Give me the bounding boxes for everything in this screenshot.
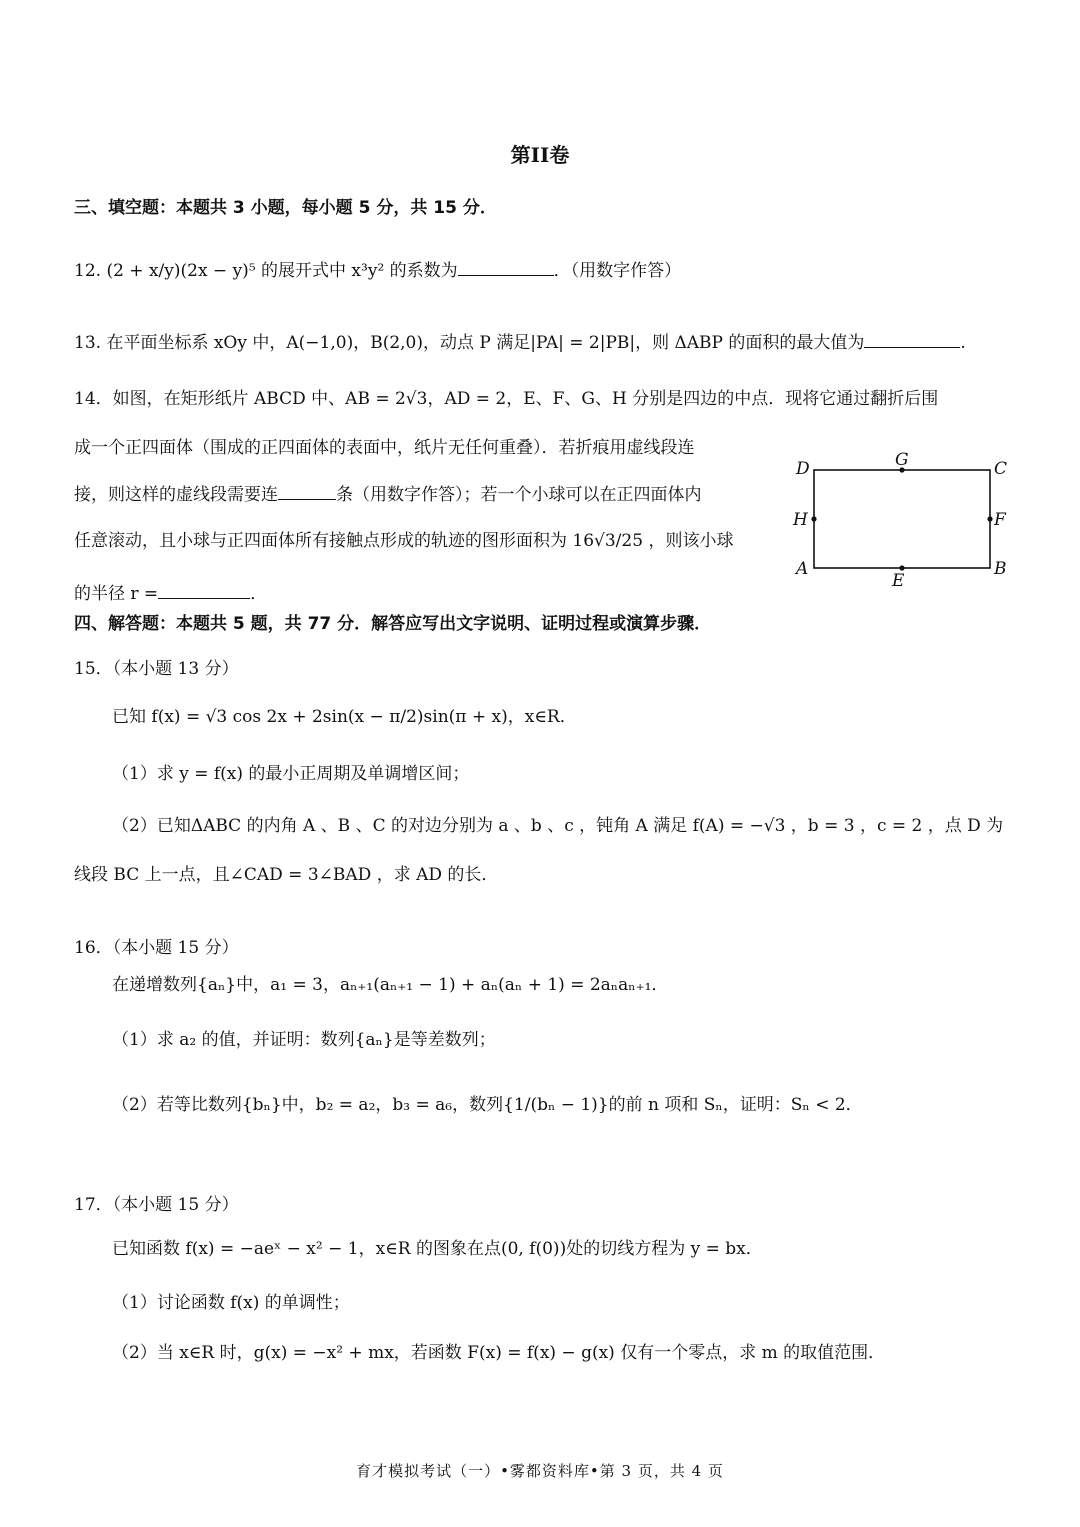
q12-note: ．（用数字作答） bbox=[553, 261, 682, 281]
q13-text: 13. 在平面坐标系 xOy 中，A(−1,0)，B(2,0)，动点 P 满足|PA| = 2|PB|，则 ΔABP 的面积的最大值为 bbox=[74, 333, 865, 353]
q16-heading: 16．（本小题 15 分） bbox=[74, 938, 239, 958]
page-title: 第II卷 bbox=[510, 143, 570, 167]
q17-part-2: （2）当 x∈R 时，g(x) = −x² + mx，若函数 F(x) = f(x) − g(x) 仅有一个零点，求 m 的取值范围． bbox=[112, 1343, 886, 1363]
rectangle-figure bbox=[786, 448, 1016, 596]
q16-part-1: （1）求 a₂ 的值，并证明：数列{aₙ}是等差数列； bbox=[112, 1030, 496, 1050]
question-12 bbox=[74, 258, 681, 281]
midpoint-h bbox=[811, 516, 816, 521]
q12-answer-blank bbox=[458, 258, 554, 276]
q15-part-2-cont: 线段 BC 上一点，且∠CAD = 3∠BAD ，求 AD 的长． bbox=[74, 865, 499, 885]
label-e: E bbox=[892, 571, 905, 591]
q15-stem: 已知 f(x) = √3 cos 2x + 2sin(x − π/2)sin(π + x)，x∈R． bbox=[112, 707, 577, 727]
q17-heading: 17．（本小题 15 分） bbox=[74, 1195, 239, 1215]
q14-line-1: 14．如图，在矩形纸片 ABCD 中、AB = 2√3，AD = 2，E、F、G、H 分别是四边的中点．现将它通过翻折后围 bbox=[74, 389, 939, 409]
label-g: G bbox=[895, 450, 909, 470]
section-fill-in-header: 三、填空题：本题共 3 小题，每小题 5 分，共 15 分． bbox=[74, 198, 497, 218]
q16-part-2: （2）若等比数列{bₙ}中，b₂ = a₂，b₃ = a₆，数列{1/(bₙ − 1)}的前 n 项和 Sₙ，证明：Sₙ < 2． bbox=[112, 1095, 863, 1115]
q16-stem: 在递增数列{aₙ}中，a₁ = 3，aₙ₊₁(aₙ₊₁ − 1) + aₙ(aₙ + 1) = 2aₙaₙ₊₁． bbox=[112, 975, 669, 995]
q14-line-2: 成一个正四面体（围成的正四面体的表面中，纸片无任何重叠）．若折痕用虚线段连 bbox=[74, 438, 695, 458]
q12-text: 12. (2 + x/y)(2x − y)⁵ 的展开式中 x³y² 的系数为 bbox=[74, 261, 458, 281]
page-footer: 育才模拟考试（一）•雾都资料库•第 3 页，共 4 页 bbox=[356, 1462, 724, 1480]
q14-line-5: 的半径 r = ． bbox=[74, 581, 267, 604]
midpoint-f bbox=[987, 516, 992, 521]
q15-part-1: （1）求 y = f(x) 的最小正周期及单调增区间； bbox=[112, 764, 470, 784]
q15-heading: 15．（本小题 13 分） bbox=[74, 659, 239, 679]
q14-line-4: 任意滚动，且小球与正四面体所有接触点形成的轨迹的图形面积为 16√3/25 ，则该小球 bbox=[74, 531, 734, 551]
label-f: F bbox=[994, 510, 1006, 530]
label-b: B bbox=[994, 559, 1007, 579]
label-d: D bbox=[796, 459, 810, 479]
rectangle-abcd bbox=[814, 470, 990, 568]
question-13: 13. 在平面坐标系 xOy 中，A(−1,0)，B(2,0)，动点 P 满足|PA| = 2|PB|，则 ΔABP 的面积的最大值为 . bbox=[74, 330, 966, 353]
label-a: A bbox=[796, 559, 809, 579]
q13-answer-blank bbox=[864, 330, 960, 348]
label-h: H bbox=[793, 510, 808, 530]
q17-part-1: （1）讨论函数 f(x) 的单调性； bbox=[112, 1293, 350, 1313]
q14-answer-blank-2 bbox=[158, 581, 250, 599]
q15-part-2: （2）已知ΔABC 的内角 A 、B 、C 的对边分别为 a 、b 、c ，钝角 A 满足 f(A) = −√3 ，b = 3 ，c = 2 ，点 D 为 bbox=[112, 816, 1004, 836]
section-answer-header: 四、解答题：本题共 5 题，共 77 分．解答应写出文字说明、证明过程或演算步骤． bbox=[74, 614, 712, 634]
label-c: C bbox=[994, 459, 1008, 479]
q17-stem: 已知函数 f(x) = −aeˣ − x² − 1，x∈R 的图象在点(0, f(0))处的切线方程为 y = bx． bbox=[112, 1239, 763, 1259]
midpoint-e bbox=[899, 565, 904, 570]
q14-line-3: 接，则这样的虚线段需要连 条（用数字作答）；若一个小球可以在正四面体内 bbox=[74, 482, 702, 505]
q14-answer-blank-1 bbox=[278, 482, 336, 500]
